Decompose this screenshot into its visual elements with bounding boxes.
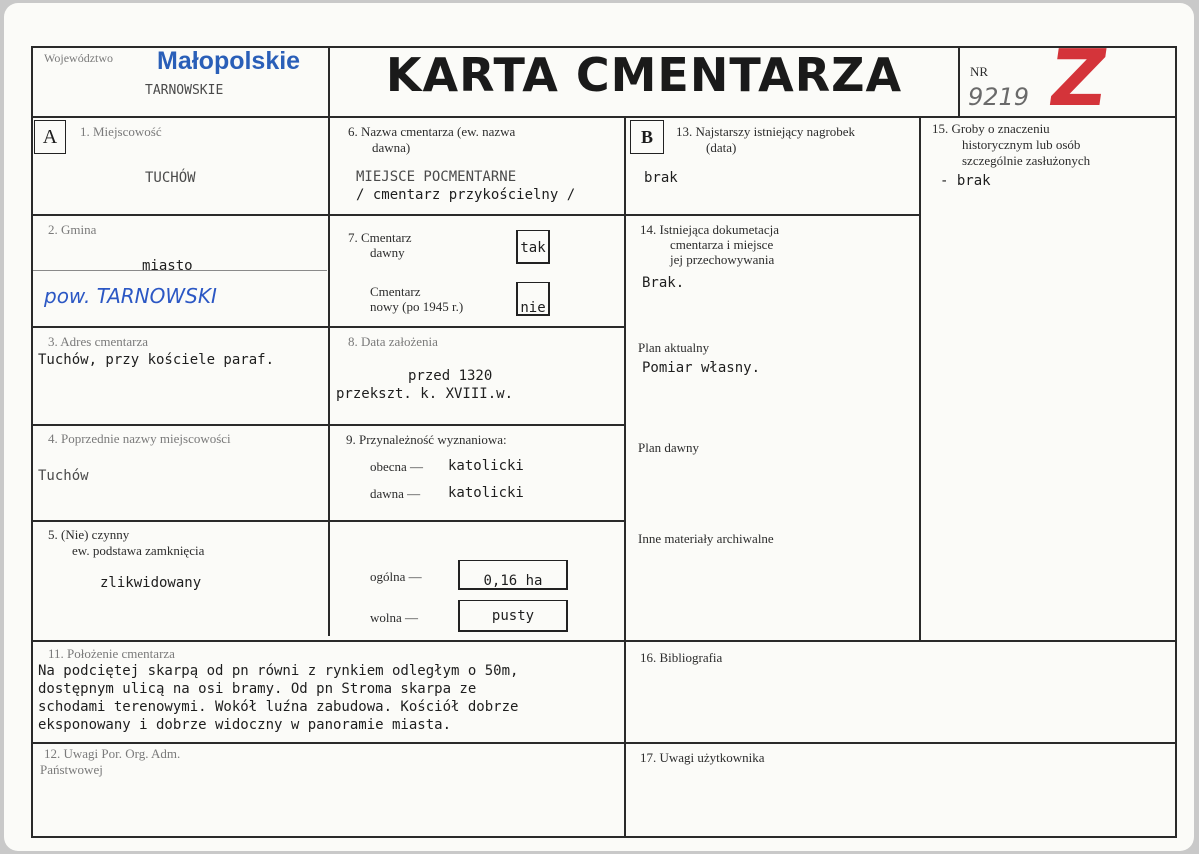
field-11-text: [38, 662, 628, 734]
grid-line: [31, 116, 1177, 118]
field-11-line: dostępnym ulicą na osi bramy. Od pn Stroma skarpa ze: [38, 681, 477, 697]
field-7-nowy-box: nie: [516, 282, 550, 316]
field-15-label-2: historycznym lub osób: [962, 137, 1081, 152]
field-10-ogolna-box: 0,16 ha: [458, 560, 568, 590]
field-16-label: 16. Bibliografia: [640, 650, 723, 665]
grid-line: [958, 46, 960, 116]
field-13-label: 13. Najstarszy istniejący nagrobek: [676, 124, 856, 139]
field-14-value: Brak.: [642, 275, 685, 291]
grid-line: [31, 742, 1177, 744]
grid-line: [31, 836, 1177, 838]
field-9-obecna-value: katolicki: [448, 458, 524, 474]
field-13-label-2: (data): [706, 140, 737, 155]
field-9-dawna-label: dawna —: [370, 486, 421, 501]
section-a-box: A: [34, 120, 66, 154]
grid-line: [31, 326, 626, 328]
field-2-value: miasto: [142, 258, 193, 274]
field-4-label: 4. Poprzednie nazwy miejscowości: [48, 431, 231, 446]
field-4-value: Tuchów: [38, 468, 89, 484]
field-11-label: 11. Położenie cmentarza: [48, 646, 175, 661]
field-2-handwritten: pow. TARNOWSKI: [44, 284, 217, 308]
field-7-dawny-label-2: dawny: [370, 245, 405, 260]
field-11-line: eksponowany i dobrze widoczny w panoramie miasta.: [38, 717, 452, 733]
field-5-label-2: ew. podstawa zamknięcia: [72, 543, 205, 558]
field-5-value: zlikwidowany: [100, 575, 202, 591]
field-2-label: 2. Gmina: [48, 222, 97, 237]
inne-materialy-label: Inne materiały archiwalne: [638, 531, 774, 546]
grid-line: [31, 640, 1177, 642]
field-13-value: brak: [644, 170, 678, 186]
field-8-value: przed 1320: [408, 368, 493, 384]
field-7-nowy-label-2: nowy (po 1945 r.): [370, 299, 464, 314]
plan-dawny-label: Plan dawny: [638, 440, 700, 455]
grid-line: [626, 214, 920, 216]
grid-line: [328, 46, 330, 636]
field-7-dawny-box: tak: [516, 230, 550, 264]
field-1-label: 1. Miejscowość: [80, 124, 162, 139]
card-title: KARTA CMENTARZA: [385, 48, 903, 102]
nr-value: 9219: [968, 83, 1030, 111]
plan-aktualny-value: Pomiar własny.: [642, 360, 761, 376]
grid-line: [919, 116, 921, 640]
field-9-label: 9. Przynależność wyznaniowa:: [346, 432, 507, 447]
field-8-label: 8. Data założenia: [348, 334, 438, 349]
field-10-wolna-label: wolna —: [370, 610, 419, 625]
field-9-obecna-label: obecna —: [370, 459, 424, 474]
grid-line: [31, 46, 33, 838]
field-12-label: 12. Uwagi Por. Org. Adm.: [44, 746, 181, 761]
field-7-nowy-label: Cmentarz: [370, 284, 421, 299]
field-11-line: Na podciętej skarpą od pn równi z rynkiem odległym o 50m,: [38, 663, 519, 679]
field-15-label-3: szczególnie zasłużonych: [962, 153, 1091, 168]
field-6-label: 6. Nazwa cmentarza (ew. nazwa: [348, 124, 516, 139]
field-3-value: Tuchów, przy kościele paraf.: [38, 352, 275, 368]
field-11-line: schodami terenowymi. Wokół luźna zabudowa. Kościół dobrze: [38, 699, 519, 715]
grid-line: [1175, 46, 1177, 838]
field-10-wolna-box: pusty: [458, 600, 568, 632]
plan-aktualny-label: Plan aktualny: [638, 340, 710, 355]
field-5-label: 5. (Nie) czynny: [48, 527, 130, 542]
grid-line: [31, 424, 626, 426]
field-17-label: 17. Uwagi użytkownika: [640, 750, 765, 765]
field-12-label-2: Państwowej: [40, 762, 103, 777]
grid-line: [31, 214, 626, 216]
wojewodztwo-typed: TARNOWSKIE: [145, 83, 224, 98]
field-9-dawna-value: katolicki: [448, 485, 524, 501]
field-7-dawny-label: 7. Cmentarz: [348, 230, 412, 245]
field-10-ogolna-label: ogólna —: [370, 569, 422, 584]
section-b-box: B: [630, 120, 664, 154]
field-15-label: 15. Groby o znaczeniu: [932, 121, 1050, 136]
field-3-label: 3. Adres cmentarza: [48, 334, 148, 349]
grid-line: [31, 520, 626, 522]
wojewodztwo-label: Województwo: [44, 51, 114, 65]
wojewodztwo-stamp: Małopolskie: [157, 47, 301, 75]
category-mark: Z: [1043, 34, 1113, 124]
field-14-label-3: jej przechowywania: [670, 252, 775, 267]
field-8-value-2: przekszt. k. XVIII.w.: [336, 386, 514, 402]
field-6-label-2: dawna): [372, 140, 411, 155]
field-6-value: MIEJSCE POCMENTARNE: [356, 169, 517, 185]
field-14-label-2: cmentarza i miejsce: [670, 237, 774, 252]
field-6-value-2: / cmentarz przykościelny /: [356, 187, 576, 203]
field-15-value: - brak: [940, 173, 991, 189]
nr-label: NR: [970, 64, 989, 79]
field-14-label: 14. Istniejąca dokumetacja: [640, 222, 779, 237]
field-1-value: TUCHÓW: [145, 170, 196, 186]
